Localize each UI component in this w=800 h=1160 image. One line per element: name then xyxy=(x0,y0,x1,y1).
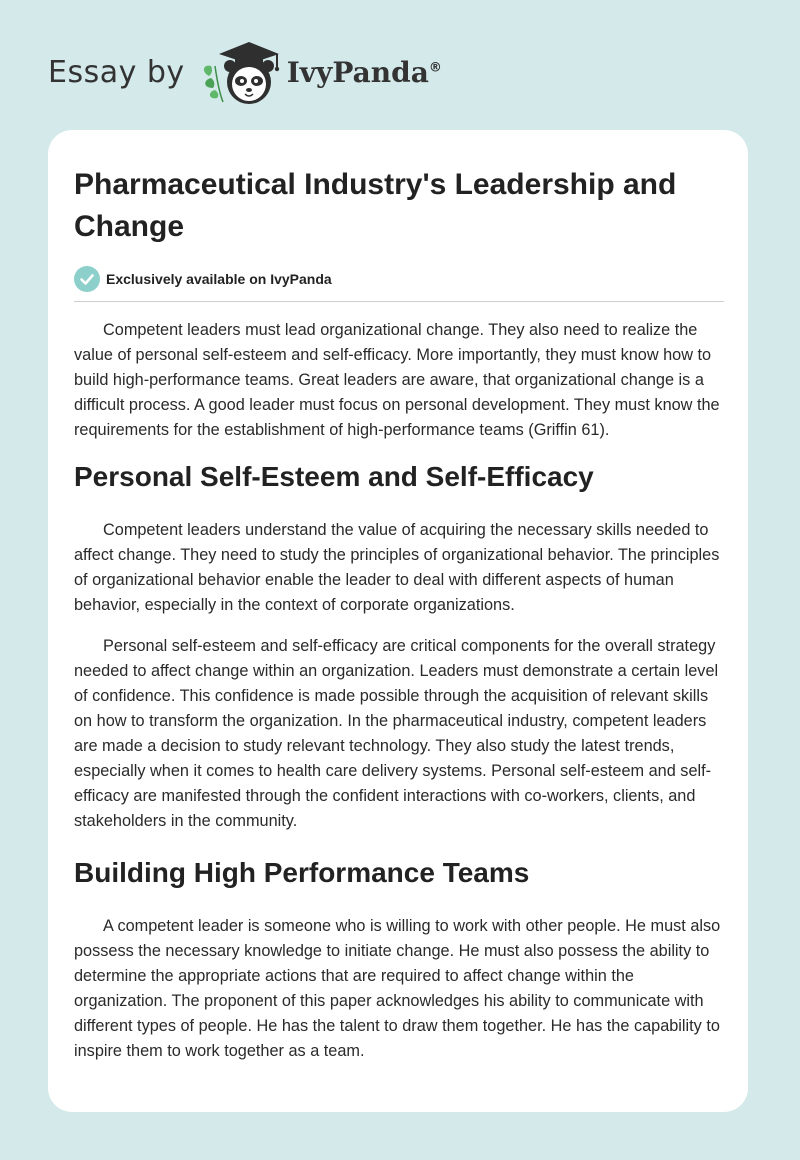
brand-prefix: Essay by xyxy=(48,54,185,90)
article-title: Pharmaceutical Industry's Leadership and Change xyxy=(74,168,677,243)
section-paragraph: Personal self-esteem and self-efficacy are critical components for the overall strategy needed to affect change within an organization. Leaders must demonstrate a certain level of confidence. This confidence is made possible through the acquisition of relevant skills on how to transform the organization. In the pharmaceutical industry, competent leaders are made a decision to study relevant technology. They also study the latest trends, especially when it comes to health care delivery systems. Personal self-esteem and self-efficacy are manifested through the confident interactions with co-workers, clients, and stakeholders in the community. xyxy=(74,637,719,830)
article-content xyxy=(74,164,724,1064)
intro-paragraph: Competent leaders must lead organizational change. They also need to realize the value of personal self-esteem and self-efficacy. More importantly, they must know how to build high-performance teams. Great leaders are aware, that organizational change is a difficult process. A good leader must focus on personal development. They must know the requirements for the establishment of high-performance teams (Griffin 61). xyxy=(74,321,720,439)
registered-mark: ® xyxy=(428,60,442,76)
title-divider xyxy=(74,301,724,302)
section-paragraph: A competent leader is someone who is willing to work with other people. He must also possess the necessary knowledge to initiate change. He must also possess the ability to determine the appropriate actions that are required to affect change within the organization. The proponent of this paper acknowledges his ability to communicate with different types of people. He has the talent to draw them together. He has the capability to inspire them to work together as a team. xyxy=(74,917,721,1060)
checkmark-icon xyxy=(74,266,100,292)
section-paragraph: Competent leaders understand the value of acquiring the necessary skills needed to affect change. They need to study the principles of organizational behavior. The principles of organizational behavior enable the leader to deal with different aspects of human behavior, especially in the context of corporate organizations. xyxy=(74,521,720,614)
section-heading-teams: Building High Performance Teams xyxy=(74,857,530,888)
brand-name[interactable] xyxy=(287,56,442,89)
exclusive-badge xyxy=(74,266,724,292)
section-heading-self-esteem: Personal Self-Esteem and Self-Efficacy xyxy=(74,461,594,492)
panda-logo-icon[interactable] xyxy=(199,36,285,108)
exclusive-badge-text: Exclusively available on IvyPanda xyxy=(106,271,332,287)
brand-name-text: IvyPanda xyxy=(286,55,429,89)
article-card xyxy=(48,130,748,1112)
site-header xyxy=(48,36,442,108)
